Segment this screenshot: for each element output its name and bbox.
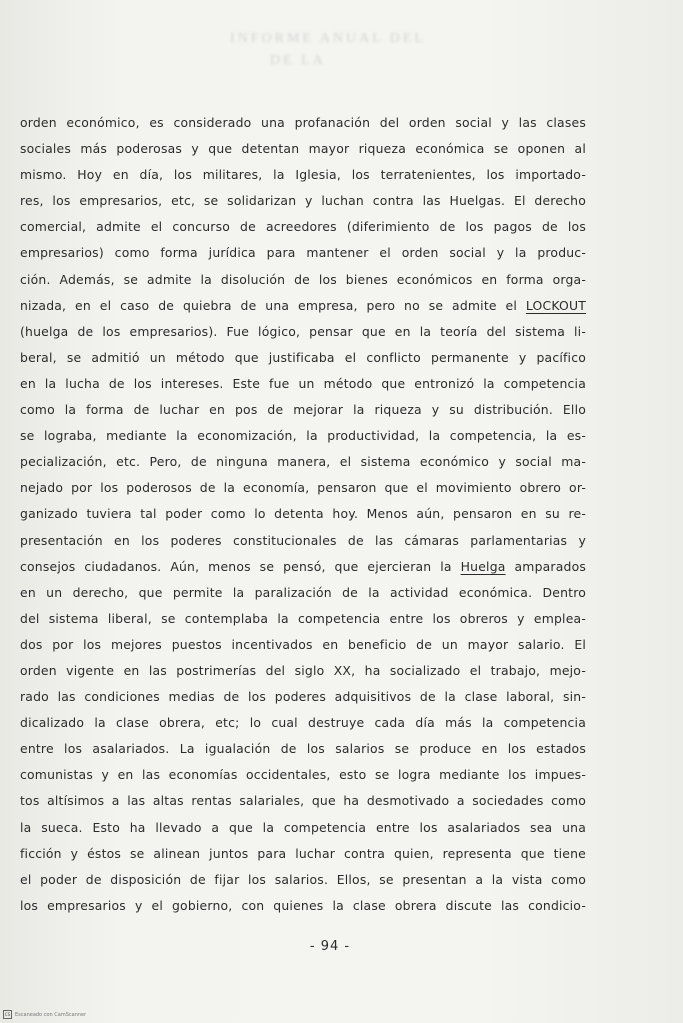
text-line: empresarios) como forma jurídica para mantener el orden social y la produc- <box>20 245 586 261</box>
text-line-prefix: consejos ciudadanos. Aún, menos se pensó, que ejercieran la <box>20 558 452 574</box>
text-line-suffix: amparados <box>514 558 587 574</box>
text-line: dicalizado la clase obrera, etc; lo cual destruye cada día más la competencia <box>20 715 586 731</box>
text-line-prefix: nizada, en el caso de quiebra de una empresa, pero no se admite el <box>20 297 518 313</box>
text-line: comunistas y en las economías occidentales, esto se logra mediante los impues- <box>20 767 586 783</box>
header-bleed-through <box>230 28 450 72</box>
text-line: en un derecho, que permite la paralización de la actividad económica. Dentro <box>20 584 586 600</box>
text-line: ficción y éstos se alinean juntos para luchar contra quien, representa que tiene <box>20 845 586 861</box>
text-line: presentación en los poderes constitucionales de las cámaras parlamentarias y <box>20 532 586 548</box>
text-line: como la forma de luchar en pos de mejorar la riqueza y su distribución. Ello <box>20 402 586 418</box>
text-line: dos por los mejores puestos incentivados en beneficio de un mayor salario. El <box>20 636 586 652</box>
text-line: entre los asalariados. La igualación de los salarios se produce en los estados <box>20 741 586 757</box>
camscanner-logo-icon: CS <box>4 1012 11 1017</box>
text-line: el poder de disposición de fijar los salarios. Ellos, se presentan a la vista como <box>20 871 586 887</box>
page-number: - 94 - <box>309 939 351 954</box>
text-line: orden económico, es considerado una profanación del orden social y las clases <box>20 115 586 130</box>
text-line: rado las condiciones medias de los poderes adquisitivos de la clase laboral, sin- <box>20 689 586 705</box>
text-line: los empresarios y el gobierno, con quienes la clase obrera discute las condicio- <box>20 897 586 913</box>
scanner-text: Escaneado con CamScanner <box>15 1011 87 1018</box>
text-line: res, los empresarios, etc, se solidarizan y luchan contra las Huelgas. El derecho <box>20 193 586 209</box>
bleed-line-1: INFORME ANUAL DEL <box>230 31 426 46</box>
huelga-underlined: Huelga <box>460 558 506 574</box>
bleed-line-2: DE LA <box>270 53 326 68</box>
text-line: orden vigente en las postrimerías del siglo XX, ha socializado el trabajo, mejo- <box>20 662 586 678</box>
text-line: beral, se admitió un método que justificaba el conflicto permanente y pacífico <box>20 349 586 365</box>
text-line: ganizado tuviera tal poder como lo detenta hoy. Menos aún, pensaron en su re- <box>20 506 586 522</box>
text-line: nejado por los poderosos de la economía, pensaron que el movimiento obrero or- <box>20 480 586 496</box>
text-line: se lograba, mediante la economización, la productividad, la competencia, la es- <box>20 428 586 444</box>
text-line: del sistema liberal, se contemplaba la competencia entre los obreros y emplea- <box>20 610 586 626</box>
text-line: ción. Además, se admite la disolución de los bienes económicos en forma orga- <box>20 271 586 287</box>
lockout-underlined: LOCKOUT <box>525 297 586 313</box>
text-line: en la lucha de los intereses. Este fue un método que entronizó la competencia <box>20 375 586 391</box>
text-line: la sueca. Esto ha llevado a que la competencia entre los asalariados sea una <box>20 819 586 835</box>
text-line: mismo. Hoy en día, los militares, la Iglesia, los terratenientes, los importado- <box>20 167 586 183</box>
text-line: tos altísimos a las altas rentas salariales, que ha desmotivado a sociedades como <box>20 793 586 809</box>
text-line: (huelga de los empresarios). Fue lógico, pensar que en la teoría del sistema li- <box>20 323 586 339</box>
text-line: sociales más poderosas y que detentan mayor riqueza económica se oponen al <box>20 141 586 157</box>
text-line-with-lockout <box>20 293 586 319</box>
text-line: comercial, admite el concurso de acreedores (diferimiento de los pagos de los <box>20 219 586 235</box>
body-text <box>20 110 586 919</box>
text-line-with-huelga <box>20 554 586 580</box>
text-line: pecialización, etc. Pero, de ninguna manera, el sistema económico y social ma- <box>20 454 586 470</box>
scanner-watermark <box>3 1010 86 1019</box>
